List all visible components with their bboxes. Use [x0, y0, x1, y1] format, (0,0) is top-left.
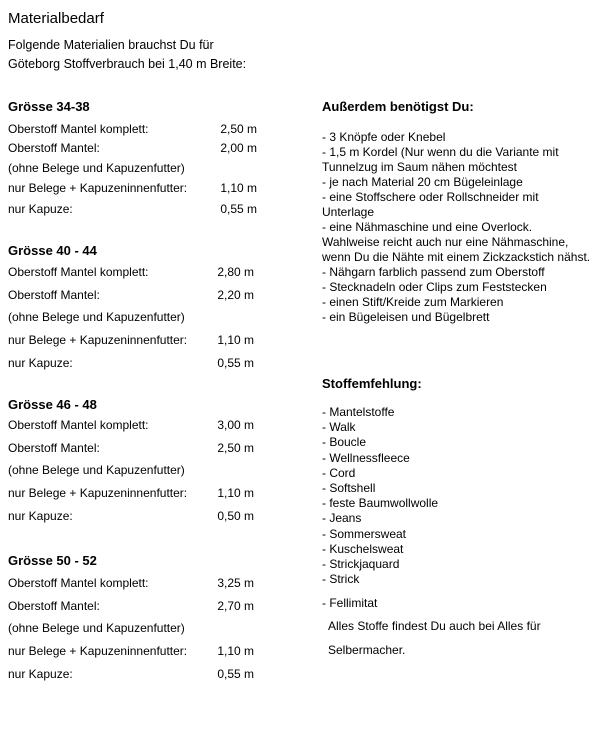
- row-value: 2,00 m: [220, 141, 257, 155]
- row-label: nur Belege + Kapuzeninnenfutter:: [8, 181, 188, 195]
- fellimitat-item: - Fellimitat: [322, 596, 378, 610]
- list-item: - ein Bügeleisen und Bügelbrett: [322, 310, 490, 324]
- row-value: 3,25 m: [217, 576, 254, 590]
- row-value: 2,80 m: [217, 265, 254, 279]
- row-value: 1,10 m: [217, 333, 254, 347]
- row-value: 1,10 m: [217, 644, 254, 658]
- list-item: - Walk: [322, 420, 356, 435]
- list-item: - Boucle: [322, 435, 367, 450]
- fabrics-list: [322, 405, 438, 587]
- row-value: 0,55 m: [220, 202, 257, 216]
- list-item: - einen Stift/Kreide zum Markieren: [322, 295, 504, 309]
- list-item: - Wellnessfleece: [322, 450, 410, 465]
- size-heading-34-38: Grösse 34-38: [8, 99, 90, 114]
- additional-heading: Außerdem benötigst Du:: [322, 99, 474, 114]
- list-item: - Cord: [322, 465, 356, 480]
- row-label: nur Kapuze:: [8, 667, 73, 681]
- additional-list: [322, 130, 592, 325]
- row-value: 0,50 m: [217, 509, 254, 523]
- list-item: - 1,5 m Kordel (Nur wenn du die Variante mit Tunnelzug im Saum nähen möchtest: [322, 145, 559, 174]
- row-label: (ohne Belege und Kapuzenfutter): [8, 310, 185, 324]
- row-label: nur Kapuze:: [8, 202, 73, 216]
- row-label: (ohne Belege und Kapuzenfutter): [8, 161, 185, 175]
- intro-line-2: Göteborg Stoffverbrauch bei 1,40 m Breite:: [8, 57, 247, 71]
- fabrics-note-line-1: Alles Stoffe findest Du auch bei Alles für: [328, 619, 541, 633]
- row-label: Oberstoff Mantel komplett:: [8, 576, 149, 590]
- row-value: 2,70 m: [217, 599, 254, 613]
- row-label: nur Kapuze:: [8, 509, 73, 523]
- list-item: - Sommersweat: [322, 526, 407, 541]
- row-value: 0,55 m: [217, 667, 254, 681]
- row-label: nur Belege + Kapuzeninnenfutter:: [8, 333, 188, 347]
- row-value: 2,20 m: [217, 288, 254, 302]
- row-label: nur Belege + Kapuzeninnenfutter:: [8, 644, 188, 658]
- list-item: - 3 Knöpfe oder Knebel: [322, 130, 446, 144]
- row-label: Oberstoff Mantel:: [8, 441, 100, 455]
- row-value: 1,10 m: [220, 181, 257, 195]
- list-item: - Mantelstoffe: [322, 405, 395, 419]
- list-item: - Jeans: [322, 511, 362, 526]
- fabrics-heading: Stoffemfehlung:: [322, 376, 422, 391]
- list-item: - Nähgarn farblich passend zum Oberstoff: [322, 265, 545, 279]
- fabrics-note-line-2: Selbermacher.: [328, 643, 406, 657]
- row-label: Oberstoff Mantel:: [8, 599, 100, 613]
- list-item: - Strickjaquard: [322, 557, 400, 572]
- list-item: - eine Nähmaschine und eine Overlock. Wahlweise reicht auch nur eine Nähmaschine, wenn Du die Nähte mit einem Zickzackstich nähst.: [322, 220, 591, 264]
- intro-line-1: Folgende Materialien brauchst Du für: [8, 38, 214, 52]
- row-value: 0,55 m: [217, 356, 254, 370]
- row-value: 3,00 m: [217, 418, 254, 432]
- list-item: - Stecknadeln oder Clips zum Feststecken: [322, 280, 547, 294]
- row-label: nur Kapuze:: [8, 356, 73, 370]
- size-heading-40-44: Grösse 40 - 44: [8, 243, 97, 258]
- size-heading-46-48: Grösse 46 - 48: [8, 397, 97, 412]
- row-label: Oberstoff Mantel komplett:: [8, 122, 149, 136]
- row-label: (ohne Belege und Kapuzenfutter): [8, 621, 185, 635]
- list-item: - feste Baumwollwolle: [322, 496, 439, 511]
- list-item: - Strick: [322, 572, 360, 587]
- row-label: (ohne Belege und Kapuzenfutter): [8, 463, 185, 477]
- size-heading-50-52: Grösse 50 - 52: [8, 553, 97, 568]
- row-label: Oberstoff Mantel komplett:: [8, 265, 149, 279]
- row-value: 2,50 m: [217, 441, 254, 455]
- list-item: - Softshell: [322, 481, 376, 496]
- row-label: Oberstoff Mantel:: [8, 141, 100, 155]
- row-label: nur Belege + Kapuzeninnenfutter:: [8, 486, 188, 500]
- page-title: Materialbedarf: [8, 10, 104, 27]
- list-item: - je nach Material 20 cm Bügeleinlage: [322, 175, 523, 189]
- row-label: Oberstoff Mantel:: [8, 288, 100, 302]
- row-value: 2,50 m: [220, 122, 257, 136]
- list-item: - Kuschelsweat: [322, 541, 404, 556]
- row-value: 1,10 m: [217, 486, 254, 500]
- list-item: - eine Stoffschere oder Rollschneider mit Unterlage: [322, 190, 539, 219]
- row-label: Oberstoff Mantel komplett:: [8, 418, 149, 432]
